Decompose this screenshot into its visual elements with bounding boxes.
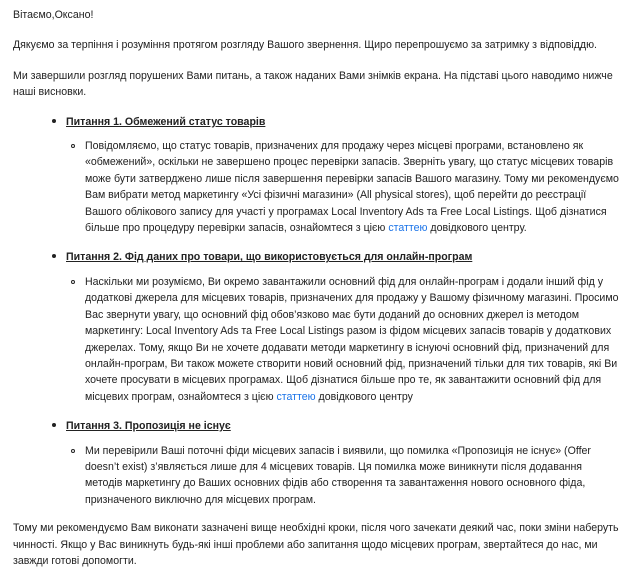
bullet-circle-icon (71, 144, 75, 148)
issue-2-title-text: Питання 2. Фід даних про товари, що використовується для онлайн-програм (66, 251, 473, 264)
closing-paragraph: Тому ми рекомендуємо Вам виконати зазначені вище необхідні кроки, після чого зачекати деякий час, поки зміни наберуть чинності. Якщо у Вас виникнуть будь-які інші проблеми або запитання щодо місцевих програм, звертайтеся до нас, ми завжди готові допомогти. (13, 522, 619, 567)
intro-paragraph: Дякуємо за терпіння і розуміння протягом розгляду Вашого звернення. Щиро перепрошуємо за затримку з відповіддю. (13, 39, 598, 52)
bullet-circle-icon (71, 280, 75, 284)
issue-1-help-link[interactable]: статтею (388, 222, 428, 235)
greeting-text: Вітаємо,Оксано! (13, 9, 94, 21)
bullet-disc-icon (52, 119, 56, 123)
issue-3-text: Ми перевірили Ваші поточні фіди місцевих запасів і виявили, що помилка «Пропозиція не існує» (Offer doesn’t exist) з’являється лише для 4 місцевих товарів. Ця помилка може виникнути після додавання методів маркетингу до Ваших основних фідів або створення та завантаження нового основного фіда, призначеного виключно для місцевих програм. (85, 444, 591, 506)
issue-3-title (52, 418, 625, 434)
issue-2-help-link[interactable]: статтею (276, 390, 316, 403)
issue-2-title (52, 249, 625, 265)
issue-1-title-text: Питання 1. Обмежений статус товарів (66, 115, 266, 128)
bullet-disc-icon (52, 254, 56, 258)
issue-2-text: Наскільки ми розуміємо, Ви окремо завантажили основний фід для онлайн-програм і додали інший фід у додаткові джерела для місцевих товарів, призначених для продажу у Вашому фізичному магазині. Просимо Вас звернути увагу, що основний фід обов’язково має бути доданий до основних джерел із методом маркетингу: Local Inventory Ads та Free Local Listings разом із фідом місцевих запасів товарів у додаткових джерелах. Тому, якщо Ви не хочете додавати методи маркетингу в існуючі основний фід, призначений для онлайн-програм, Ви також можете створити новий основний фід, призначений тільки для тих товарів, які Ви хочете просувати в місцевих програмах. Щоб дізнатися більше про те, як завантажити основний фід для місцевих програм, ознайомтеся з цією (85, 275, 619, 403)
issue-2-body (85, 274, 625, 405)
issue-3-title-text: Питання 3. Пропозиція не існує (66, 420, 231, 433)
issue-2-text-end: довідкового центру (315, 390, 413, 403)
bullet-disc-icon (52, 423, 56, 427)
issue-3-body (85, 443, 625, 509)
issue-1-title (52, 114, 625, 130)
summary-paragraph: Ми завершили розгляд порушених Вами питань, а також наданих Вами знімків екрана. На підставі цього наводимо нижче наші висновки. (13, 69, 613, 99)
issue-1-body (85, 138, 625, 236)
issue-1-text: Повідомляємо, що статус товарів, призначених для продажу через місцеві програми, встановлено як «обмежений», оскільки не завершено процес перевірки запасів. Зверніть увагу, що статус місцевих товарів може бути затверджено лише після завершення перевірки запасів Вашого магазину. Тому ми рекомендуємо Вам вибрати метод маркетингу «Усі фізичні магазини» (All physical stores), щоб перейти до реєстрації Вашого облікового запису для участі у програмах Local Inventory Ads та Free Local Listings. Щоб дізнатися більше про процедуру перевірки запасів, ознайомтеся з цією (85, 140, 619, 235)
bullet-circle-icon (71, 449, 75, 453)
issue-1-text-end: довідкового центру. (427, 222, 527, 235)
